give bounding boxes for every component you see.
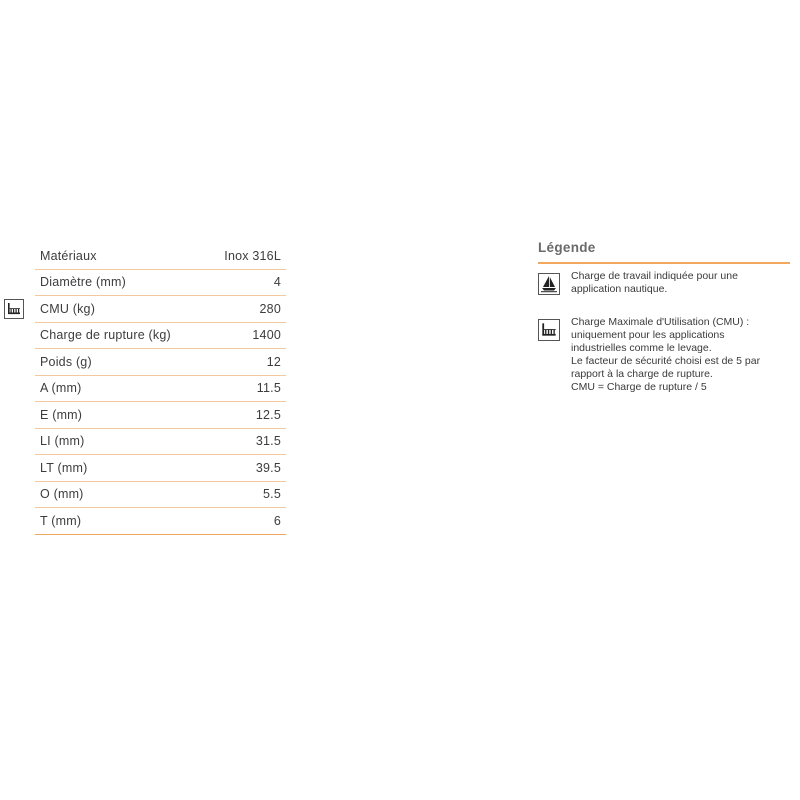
spec-label: Diamètre (mm) bbox=[40, 275, 126, 290]
spec-label: Poids (g) bbox=[40, 354, 92, 369]
factory-icon bbox=[538, 319, 560, 341]
spec-label: A (mm) bbox=[40, 381, 82, 396]
spec-value: 12.5 bbox=[255, 407, 281, 422]
spec-value: 4 bbox=[273, 275, 281, 290]
spec-value: Inox 316L bbox=[224, 248, 281, 263]
spec-label: Matériaux bbox=[40, 248, 97, 263]
spec-label: T (mm) bbox=[40, 513, 82, 528]
spec-row-e bbox=[35, 402, 286, 429]
spec-value: 31.5 bbox=[255, 434, 281, 449]
legend-text: Charge de travail indiquée pour une application nautique. bbox=[571, 270, 738, 295]
spec-value: 280 bbox=[259, 301, 281, 316]
spec-table bbox=[35, 243, 286, 535]
spec-row-o bbox=[35, 482, 286, 509]
legend-item-nautical bbox=[538, 270, 790, 296]
spec-label: LT (mm) bbox=[40, 460, 88, 475]
spec-row-charge-rupture bbox=[35, 323, 286, 350]
factory-icon bbox=[4, 299, 24, 319]
legend-title: Légende bbox=[538, 240, 790, 264]
spec-value: 12 bbox=[266, 354, 281, 369]
spec-row-a bbox=[35, 376, 286, 403]
spec-row-lt bbox=[35, 455, 286, 482]
spec-label: O (mm) bbox=[40, 487, 84, 502]
spec-label: E (mm) bbox=[40, 407, 83, 422]
sailboat-icon bbox=[538, 273, 560, 295]
spec-row-cmu bbox=[35, 296, 286, 323]
spec-label: LI (mm) bbox=[40, 434, 85, 449]
legend-text: Charge Maximale d'Utilisation (CMU) : uniquement pour les applications industrielles comme le levage. Le facteur de sécurité choisi est de 5 par rapport à la charge de rupture. CMU = Charge de rupture / 5 bbox=[571, 316, 761, 393]
spec-label: CMU (kg) bbox=[40, 301, 96, 316]
spec-value: 5.5 bbox=[263, 487, 281, 502]
legend-panel bbox=[538, 240, 790, 394]
spec-value: 6 bbox=[273, 513, 281, 528]
spec-value: 1400 bbox=[252, 328, 281, 343]
spec-value: 11.5 bbox=[256, 381, 281, 396]
legend-item-industrial bbox=[538, 316, 790, 394]
spec-label: Charge de rupture (kg) bbox=[40, 328, 171, 343]
spec-row-materiaux bbox=[35, 243, 286, 270]
spec-row-li bbox=[35, 429, 286, 456]
spec-row-diametre bbox=[35, 270, 286, 297]
spec-row-t bbox=[35, 508, 286, 535]
spec-row-poids bbox=[35, 349, 286, 376]
spec-value: 39.5 bbox=[255, 460, 281, 475]
